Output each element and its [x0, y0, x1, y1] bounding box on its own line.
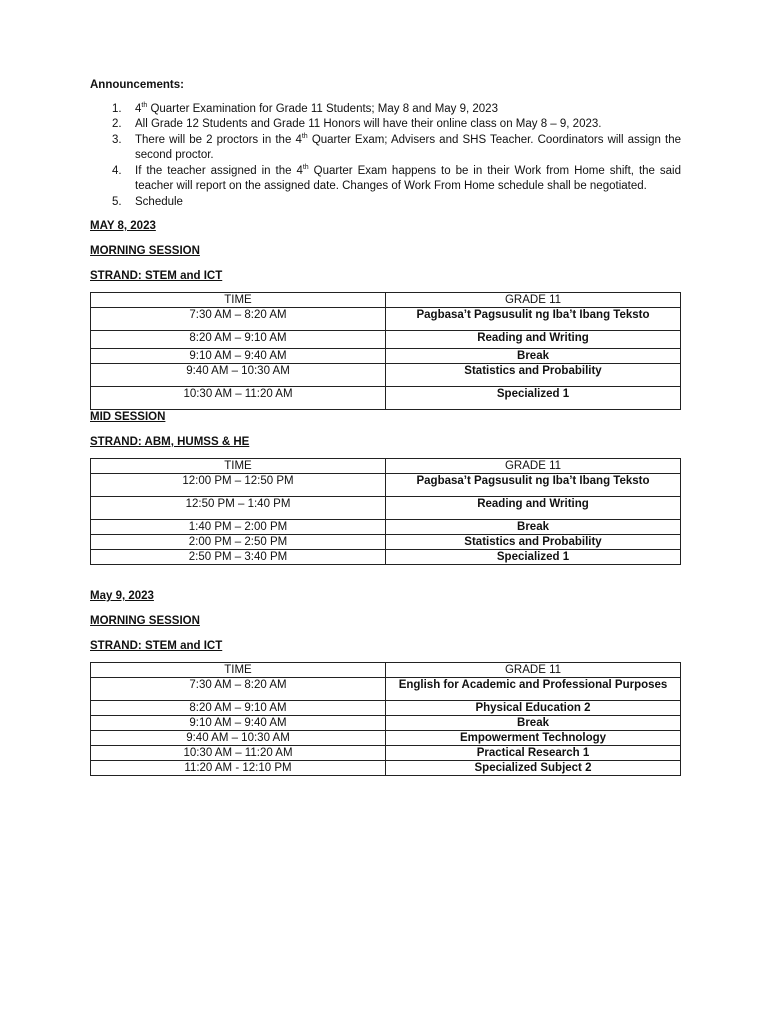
day1-morning-strand: STRAND: STEM and ICT	[90, 270, 223, 282]
table-row	[91, 474, 681, 497]
time-cell: 7:30 AM – 8:20 AM	[91, 678, 386, 701]
time-cell: 8:20 AM – 9:10 AM	[91, 701, 386, 716]
table-row	[91, 761, 681, 776]
subject-cell: Break	[386, 520, 681, 535]
table-header-row	[91, 293, 681, 308]
document-page	[90, 78, 681, 776]
day1-morning-session: MORNING SESSION	[90, 245, 200, 257]
time-cell: 10:30 AM – 11:20 AM	[91, 746, 386, 761]
day2-date: May 9, 2023	[90, 590, 154, 602]
subject-cell: Specialized Subject 2	[386, 761, 681, 776]
time-column-header: TIME	[91, 663, 386, 678]
table-row	[91, 308, 681, 331]
table-row	[91, 497, 681, 520]
grade-column-header: GRADE 11	[386, 293, 681, 308]
announcement-item-1: 1. 4th Quarter Examination for Grade 11 Students; May 8 and May 9, 2023	[90, 102, 681, 118]
table-row	[91, 535, 681, 550]
subject-cell: Statistics and Probability	[386, 535, 681, 550]
announcements-heading: Announcements:	[90, 79, 184, 91]
schedule-table-may9-morning	[90, 662, 681, 776]
list-number: 1.	[112, 102, 122, 115]
subject-cell: Pagbasa’t Pagsusulit ng Iba’t Ibang Teksto	[386, 308, 681, 331]
day1-date: MAY 8, 2023	[90, 220, 156, 232]
table-row	[91, 716, 681, 731]
time-column-header: TIME	[91, 459, 386, 474]
subject-cell: English for Academic and Professional Purposes	[386, 678, 681, 701]
list-number: 3.	[112, 133, 122, 146]
day1-mid-strand: STRAND: ABM, HUMSS & HE	[90, 436, 250, 448]
table-row	[91, 678, 681, 701]
list-number: 2.	[112, 118, 122, 130]
table-row	[91, 701, 681, 716]
day2-morning-strand: STRAND: STEM and ICT	[90, 640, 223, 652]
subject-cell: Pagbasa’t Pagsusulit ng Iba’t Ibang Teksto	[386, 474, 681, 497]
table-row	[91, 746, 681, 761]
subject-cell: Physical Education 2	[386, 701, 681, 716]
subject-cell: Practical Research 1	[386, 746, 681, 761]
subject-cell: Reading and Writing	[386, 331, 681, 349]
day1-mid-session: MID SESSION	[90, 411, 166, 423]
announcement-item-4: 4. If the teacher assigned in the 4th Quarter Exam happens to be in their Work from Home shift, the said teacher will report on the assigned date. Changes of Work From Home schedule shall be negotiated.	[112, 163, 681, 192]
time-cell: 9:40 AM – 10:30 AM	[91, 364, 386, 387]
time-cell: 12:50 PM – 1:40 PM	[91, 497, 386, 520]
time-cell: 11:20 AM - 12:10 PM	[91, 761, 386, 776]
announcement-list	[90, 102, 681, 211]
subject-cell: Break	[386, 716, 681, 731]
table-row	[91, 331, 681, 349]
list-number: 5.	[112, 195, 122, 208]
table-row	[91, 731, 681, 746]
announcement-item-3: 3. There will be 2 proctors in the 4th Quarter Exam; Advisers and SHS Teacher. Coordinators will assign the second proctor.	[112, 132, 681, 161]
schedule-table-may8-mid	[90, 458, 681, 565]
time-cell: 10:30 AM – 11:20 AM	[91, 387, 386, 410]
table-header-row	[91, 663, 681, 678]
subject-cell: Reading and Writing	[386, 497, 681, 520]
subject-cell: Specialized 1	[386, 387, 681, 410]
time-cell: 7:30 AM – 8:20 AM	[91, 308, 386, 331]
list-number: 4.	[112, 164, 122, 177]
subject-cell: Break	[386, 349, 681, 364]
time-cell: 2:50 PM – 3:40 PM	[91, 550, 386, 565]
time-cell: 1:40 PM – 2:00 PM	[91, 520, 386, 535]
grade-column-header: GRADE 11	[386, 663, 681, 678]
grade-column-header: GRADE 11	[386, 459, 681, 474]
table-row	[91, 520, 681, 535]
time-cell: 12:00 PM – 12:50 PM	[91, 474, 386, 497]
time-cell: 2:00 PM – 2:50 PM	[91, 535, 386, 550]
time-column-header: TIME	[91, 293, 386, 308]
table-row	[91, 387, 681, 410]
day2-morning-session: MORNING SESSION	[90, 615, 200, 627]
subject-cell: Empowerment Technology	[386, 731, 681, 746]
time-cell: 9:40 AM – 10:30 AM	[91, 731, 386, 746]
table-row	[91, 364, 681, 387]
announcement-item-5: 5. Schedule	[90, 195, 681, 211]
time-cell: 9:10 AM – 9:40 AM	[91, 349, 386, 364]
schedule-table-may8-morning	[90, 292, 681, 410]
table-row	[91, 550, 681, 565]
table-row	[91, 349, 681, 364]
subject-cell: Statistics and Probability	[386, 364, 681, 387]
time-cell: 9:10 AM – 9:40 AM	[91, 716, 386, 731]
subject-cell: Specialized 1	[386, 550, 681, 565]
time-cell: 8:20 AM – 9:10 AM	[91, 331, 386, 349]
announcement-item-2: 2. All Grade 12 Students and Grade 11 Honors will have their online class on May 8 – 9, 2023.	[90, 117, 681, 133]
table-header-row	[91, 459, 681, 474]
